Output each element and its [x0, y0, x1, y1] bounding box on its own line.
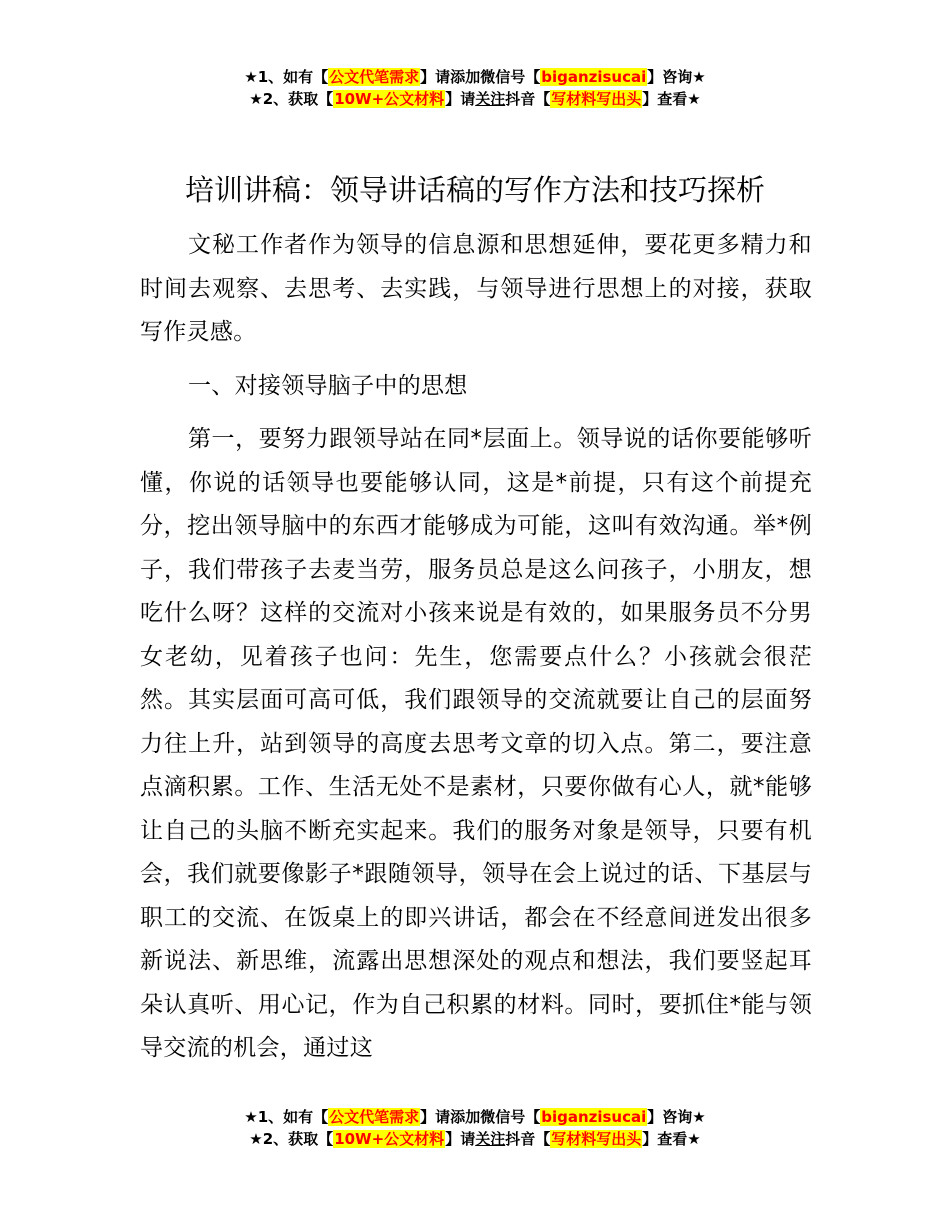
banner-highlight: 公文代笔需求: [329, 68, 420, 86]
banner-text: ★2、获取【: [249, 1130, 334, 1148]
banner-text: 】请添: [420, 1108, 466, 1126]
banner-underline-text: 关注: [475, 1130, 506, 1148]
banner-line-1: [0, 66, 950, 88]
banner-highlight: 写材料写出头: [551, 1130, 642, 1148]
section-heading: 一、对接领导脑子中的思想: [188, 372, 468, 399]
banner-highlight: biganzisucai: [541, 68, 647, 86]
banner-highlight: biganzisucai: [541, 1108, 647, 1126]
banner-text: ★1、如有【: [244, 68, 329, 86]
paragraph: 文秘工作者作为领导的信息源和思想延伸，要花更多精力和时间去观察、去思考、去实践，与领导进行思想上的对接，获取写作灵感。: [140, 232, 812, 345]
banner-text: 】查看★: [642, 90, 701, 108]
banner-text: 】咨询★: [647, 68, 706, 86]
banner-line-2: [0, 1128, 950, 1150]
banner-highlight: 写材料写出头: [551, 90, 642, 108]
banner-text: 微信号【: [480, 1108, 541, 1126]
banner-highlight: 10W+公文材料: [334, 1130, 445, 1148]
paragraph: 第一，要努力跟领导站在同*层面上。领导说的话你要能够听懂，你说的话领导也要能够认同，这是*前提，只有这个前提充分，挖出领导脑中的东西才能够成为可能，这叫有效沟通。举*例子，我们带孩子去麦当劳，服务员总是这么问孩子，小朋友，想吃什么呀？这样的交流对小孩来说是有效的，如果服务员不分男女老幼，见着孩子也问：先生，您需要点什么？小孩就会很茫然。其实层面可高可低，我们跟领导的交流就要让自己的层面努力往上升，站到领导的高度去思考文章的切入点。第二，要注意点滴积累。工作、生活无处不是素材，只要你做有心人，就*能够让自己的头脑不断充实起来。我们的服务对象是领导，只要有机会，我们就要像影子*跟随领导，领导在会上说过的话、下基层与职工的交流、在饭桌上的即兴讲话，都会在不经意间迸发出很多新说法、新思维，流露出思想深处的观点和想法，我们要竖起耳朵认真听、用心记，作为自己积累的材料。同时，要抓住*能与领导交流的机会，通过这: [140, 426, 812, 1061]
banner-highlight: 10W+公文材料: [334, 90, 445, 108]
document-body: [140, 224, 812, 1071]
banner-line-2: [0, 88, 950, 110]
banner-text: 抖音【: [505, 1130, 551, 1148]
banner-text: 抖音【: [505, 90, 551, 108]
banner-text: 】请添: [420, 68, 466, 86]
banner-text: 加: [465, 1108, 481, 1126]
banner-highlight: 公文代笔需求: [329, 1108, 420, 1126]
banner-underline-text: 关注: [475, 90, 506, 108]
banner-line-1: [0, 1106, 950, 1128]
banner-text: 加: [465, 68, 481, 86]
header-banner: [0, 66, 950, 110]
document-title: 培训讲稿：领导讲话稿的写作方法和技巧探析: [184, 173, 765, 207]
banner-text: ★2、获取【: [249, 90, 334, 108]
banner-text: 】请: [445, 90, 476, 108]
banner-text: 】请: [445, 1130, 476, 1148]
banner-text: 】咨询★: [647, 1108, 706, 1126]
banner-text: 微信号【: [480, 68, 541, 86]
banner-text: 】查看★: [642, 1130, 701, 1148]
footer-banner: [0, 1106, 950, 1150]
banner-text: ★1、如有【: [244, 1108, 329, 1126]
